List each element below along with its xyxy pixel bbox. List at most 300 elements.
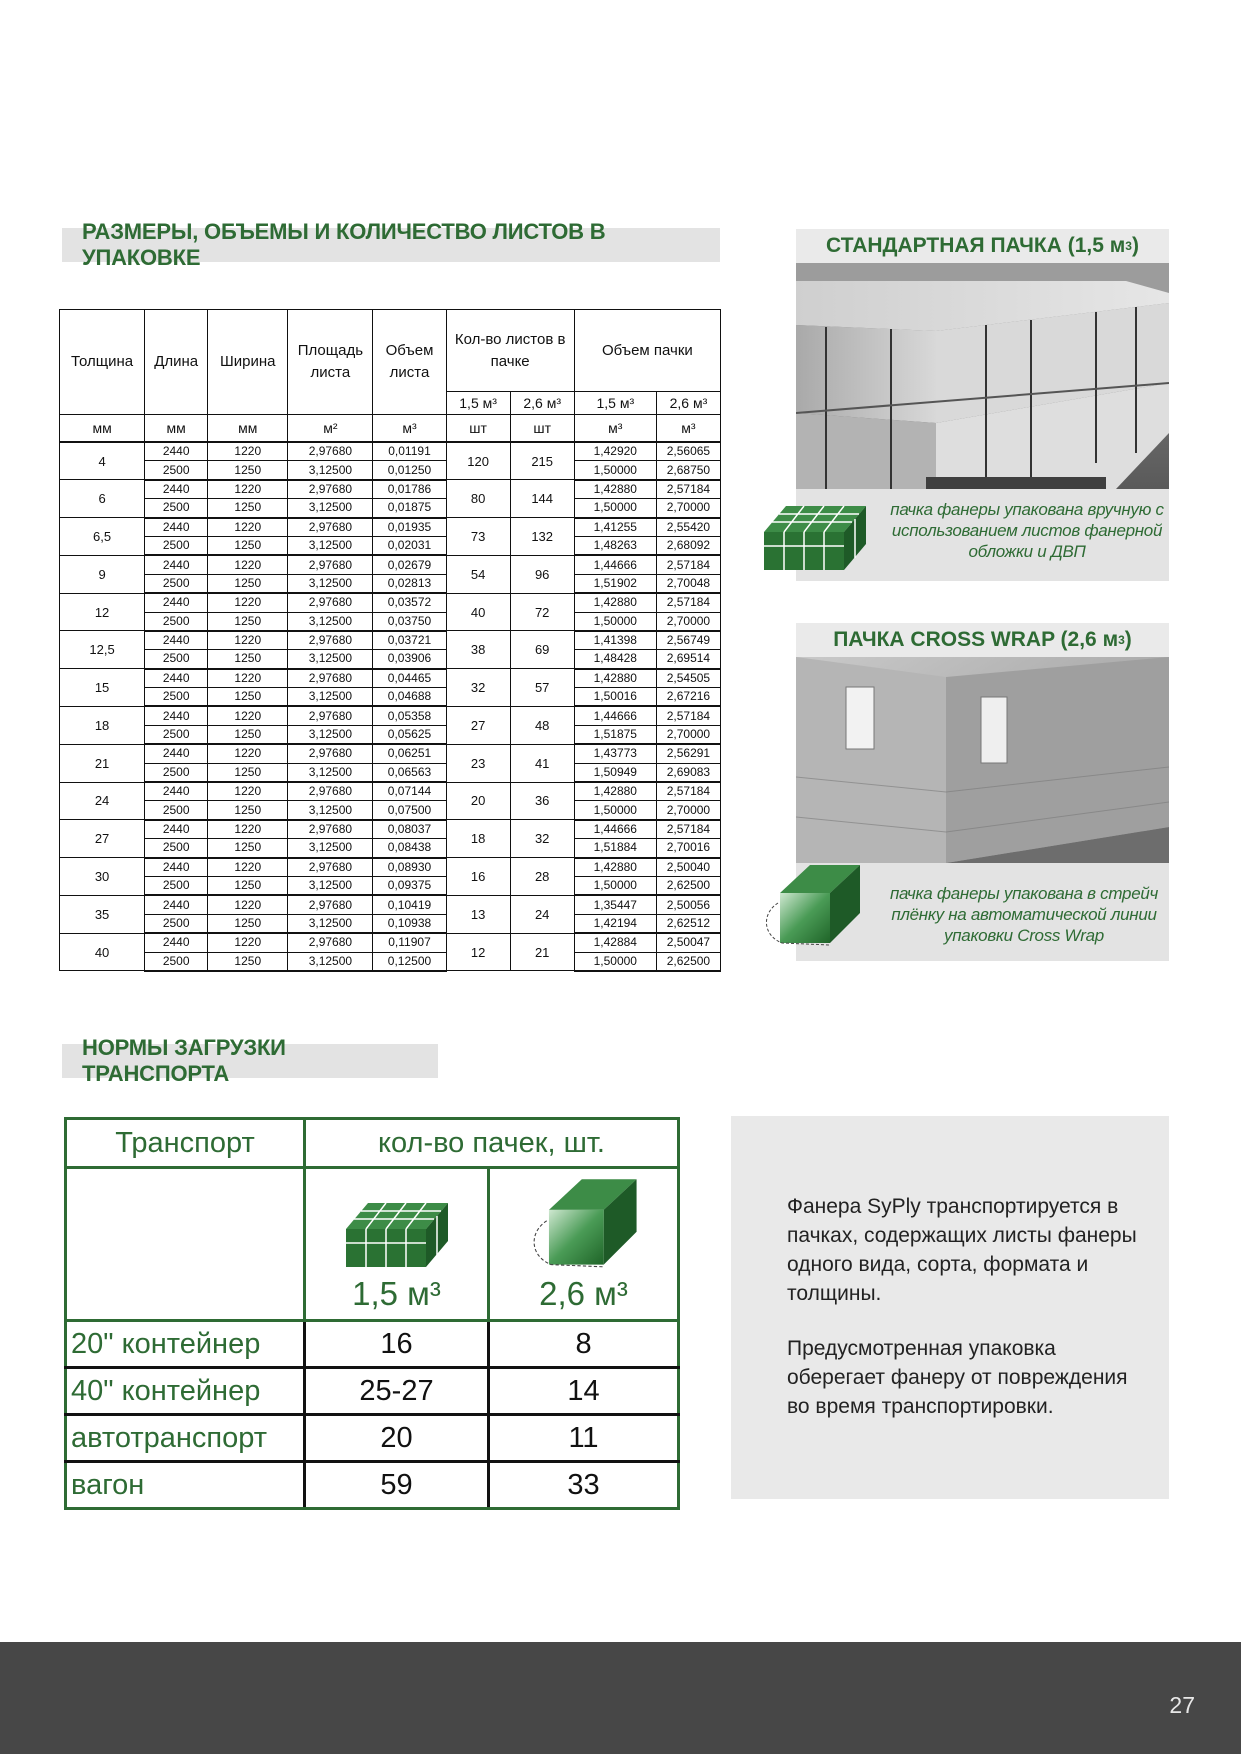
length-cell: 2500 [145,574,208,593]
transport-value-1-5: 25-27 [305,1368,489,1415]
count-2-6-cell: 24 [510,895,574,933]
standard-pack-title [796,229,1169,263]
length-cell: 2500 [145,952,208,971]
transport-row [66,1368,679,1415]
count-1-5-cell: 12 [446,933,510,971]
pack-volume-2-6-cell: 2,56065 [656,442,720,461]
volume-cell: 0,02813 [373,574,446,593]
transport-value-2-6: 33 [489,1462,679,1509]
sizes-table-row [60,461,721,480]
area-cell: 3,12500 [288,688,373,707]
pack-volume-1-5-cell: 1,51875 [574,725,656,744]
transport-table [64,1117,680,1510]
length-cell: 2440 [145,631,208,650]
pack-volume-1-5-cell: 1,50016 [574,688,656,707]
pack-1-5-header [305,1168,489,1321]
thickness-cell: 6,5 [60,518,145,556]
length-cell: 2440 [145,820,208,839]
area-cell: 2,97680 [288,744,373,763]
standard-pack-title-sup: 3 [1125,239,1132,253]
length-cell: 2440 [145,518,208,537]
length-cell: 2440 [145,480,208,499]
length-cell: 2500 [145,461,208,480]
width-cell: 1250 [208,914,288,933]
sizes-table-row [60,706,721,725]
count-1-5-cell: 120 [446,442,510,480]
pack-volume-1-5-cell: 1,44666 [574,706,656,725]
area-cell: 2,97680 [288,933,373,952]
pack-volume-1-5-cell: 1,42880 [574,593,656,612]
pack-volume-1-5-cell: 1,44666 [574,820,656,839]
sizes-table-row [60,952,721,971]
sizes-table-row [60,782,721,801]
volume-cell: 0,02031 [373,536,446,555]
pack-volume-2-6-cell: 2,55420 [656,518,720,537]
sizes-table-row [60,725,721,744]
area-cell: 3,12500 [288,952,373,971]
width-cell: 1250 [208,612,288,631]
transport-value-1-5: 59 [305,1462,489,1509]
pack-volume-1-5-cell: 1,43773 [574,744,656,763]
pack-volume-1-5-cell: 1,42880 [574,669,656,688]
transport-value-2-6: 14 [489,1368,679,1415]
pack-volume-2-6-cell: 2,57184 [656,820,720,839]
sizes-table-row [60,895,721,914]
thickness-cell: 30 [60,858,145,896]
sizes-section-title: РАЗМЕРЫ, ОБЪЕМЫ И КОЛИЧЕСТВО ЛИСТОВ В УПАКОВКЕ [62,228,720,262]
count-2-6-cell: 215 [510,442,574,480]
length-cell: 2500 [145,650,208,669]
unit-volume: м³ [373,415,446,443]
unit-count-b: шт [510,415,574,443]
transport-empty-cell [66,1168,305,1321]
volume-cell: 0,01935 [373,518,446,537]
volume-cell: 0,05625 [373,725,446,744]
width-cell: 1250 [208,876,288,895]
count-1-5-cell: 80 [446,480,510,518]
pack-volume-1-5-cell: 1,50000 [574,876,656,895]
length-cell: 2440 [145,669,208,688]
pack-volume-1-5-cell: 1,42884 [574,933,656,952]
width-cell: 1220 [208,895,288,914]
width-cell: 1250 [208,499,288,518]
area-cell: 2,97680 [288,442,373,461]
area-cell: 3,12500 [288,763,373,782]
pack-volume-2-6-cell: 2,70000 [656,801,720,820]
volume-cell: 0,08438 [373,839,446,858]
sizes-table [59,309,721,972]
sizes-table-row [60,499,721,518]
standard-pack-photo [796,263,1169,489]
thickness-cell: 40 [60,933,145,971]
count-1-5-cell: 13 [446,895,510,933]
count-1-5-cell: 23 [446,744,510,782]
length-cell: 2440 [145,706,208,725]
pack-volume-2-6-cell: 2,70000 [656,612,720,631]
cross-wrap-icon [760,863,864,947]
transport-value-2-6: 11 [489,1415,679,1462]
unit-area: м² [288,415,373,443]
sizes-table-row [60,820,721,839]
sizes-table-row [60,933,721,952]
pack-volume-2-6-cell: 2,67216 [656,688,720,707]
header-pack-2-6: 2,6 м³ [510,392,574,415]
width-cell: 1220 [208,518,288,537]
cross-wrap-panel [796,623,1169,961]
transport-section-title: НОРМЫ ЗАГРУЗКИ ТРАНСПОРТА [62,1044,438,1078]
sizes-table-row [60,612,721,631]
width-cell: 1220 [208,933,288,952]
volume-cell: 0,10938 [373,914,446,933]
pack-volume-1-5-cell: 1,50000 [574,801,656,820]
sizes-table-row [60,801,721,820]
width-cell: 1250 [208,801,288,820]
area-cell: 2,97680 [288,669,373,688]
sizes-table-row [60,763,721,782]
width-cell: 1220 [208,744,288,763]
count-2-6-cell: 132 [510,518,574,556]
volume-cell: 0,07144 [373,782,446,801]
width-cell: 1250 [208,461,288,480]
sizes-table-row [60,744,721,763]
volume-cell: 0,03572 [373,593,446,612]
pack-volume-2-6-cell: 2,68750 [656,461,720,480]
volume-cell: 0,07500 [373,801,446,820]
thickness-cell: 12,5 [60,631,145,669]
count-2-6-cell: 28 [510,858,574,896]
count-1-5-cell: 27 [446,706,510,744]
sizes-table-row [60,442,721,461]
pack-volume-1-5-cell: 1,42194 [574,914,656,933]
area-cell: 2,97680 [288,858,373,877]
pack-volume-2-6-cell: 2,70016 [656,839,720,858]
page-footer [0,1642,1241,1754]
length-cell: 2440 [145,593,208,612]
standard-pack-title-close: ) [1131,234,1139,257]
width-cell: 1220 [208,593,288,612]
width-cell: 1250 [208,952,288,971]
volume-cell: 0,09375 [373,876,446,895]
count-2-6-cell: 57 [510,669,574,707]
thickness-cell: 35 [60,895,145,933]
length-cell: 2500 [145,876,208,895]
pack-volume-1-5-cell: 1,50000 [574,461,656,480]
header-sheet-volume: Объем листа [373,310,446,415]
pack-1-5-label: 1,5 м³ [352,1275,441,1312]
volume-cell: 0,05358 [373,706,446,725]
cross-wrap-title-sup: 3 [1118,633,1125,647]
sizes-table-row [60,839,721,858]
volume-cell: 0,02679 [373,555,446,574]
width-cell: 1220 [208,820,288,839]
count-2-6-cell: 41 [510,744,574,782]
count-1-5-cell: 32 [446,669,510,707]
info-paragraph-1: Фанера SyPly транспортируется в пачках, содержащих листы фанеры одного вида, сорта, формата и толщины. [787,1195,1137,1305]
cross-wrap-title [796,623,1169,657]
standard-pack-icon [345,1201,449,1269]
pack-count-col-header: кол-во пачек, шт. [305,1119,679,1168]
transport-value-2-6: 8 [489,1321,679,1368]
volume-cell: 0,01191 [373,442,446,461]
width-cell: 1220 [208,480,288,499]
length-cell: 2500 [145,914,208,933]
pack-volume-1-5-cell: 1,35447 [574,895,656,914]
area-cell: 2,97680 [288,555,373,574]
thickness-cell: 6 [60,480,145,518]
header-pack-1-5: 1,5 м³ [446,392,510,415]
count-1-5-cell: 18 [446,820,510,858]
unit-count-a: шт [446,415,510,443]
pack-volume-1-5-cell: 1,41255 [574,518,656,537]
volume-cell: 0,10419 [373,895,446,914]
width-cell: 1220 [208,706,288,725]
standard-pack-panel [796,229,1169,581]
width-cell: 1220 [208,782,288,801]
info-paragraph-2: Предусмотренная упаковка оберегает фанеру от повреждения во время транспортировки. [787,1337,1128,1418]
count-1-5-cell: 54 [446,555,510,593]
area-cell: 3,12500 [288,914,373,933]
width-cell: 1250 [208,536,288,555]
volume-cell: 0,12500 [373,952,446,971]
pack-volume-2-6-cell: 2,69514 [656,650,720,669]
length-cell: 2440 [145,933,208,952]
sizes-table-row [60,574,721,593]
thickness-cell: 24 [60,782,145,820]
pack-volume-2-6-cell: 2,69083 [656,763,720,782]
header-vol-2-6: 2,6 м³ [656,392,720,415]
pack-volume-1-5-cell: 1,42880 [574,480,656,499]
area-cell: 3,12500 [288,801,373,820]
area-cell: 2,97680 [288,631,373,650]
area-cell: 2,97680 [288,820,373,839]
volume-cell: 0,01786 [373,480,446,499]
length-cell: 2500 [145,536,208,555]
length-cell: 2500 [145,688,208,707]
count-2-6-cell: 72 [510,593,574,631]
volume-cell: 0,08930 [373,858,446,877]
pack-volume-1-5-cell: 1,42880 [574,782,656,801]
width-cell: 1220 [208,669,288,688]
transport-name: вагон [66,1462,305,1509]
sizes-table-row [60,876,721,895]
volume-cell: 0,03721 [373,631,446,650]
header-vol-1-5: 1,5 м³ [574,392,656,415]
sizes-table-row [60,650,721,669]
length-cell: 2440 [145,895,208,914]
count-2-6-cell: 48 [510,706,574,744]
pack-volume-1-5-cell: 1,44666 [574,555,656,574]
area-cell: 3,12500 [288,536,373,555]
pack-volume-1-5-cell: 1,41398 [574,631,656,650]
pack-volume-2-6-cell: 2,50047 [656,933,720,952]
pack-volume-2-6-cell: 2,57184 [656,480,720,499]
count-1-5-cell: 73 [446,518,510,556]
header-width: Ширина [208,310,288,415]
pack-volume-1-5-cell: 1,50000 [574,612,656,631]
pack-volume-2-6-cell: 2,50056 [656,895,720,914]
sizes-table-row [60,631,721,650]
pack-volume-2-6-cell: 2,62512 [656,914,720,933]
header-thickness: Толщина [60,310,145,415]
width-cell: 1250 [208,574,288,593]
area-cell: 3,12500 [288,461,373,480]
unit-thickness: мм [60,415,145,443]
pack-volume-1-5-cell: 1,50000 [574,499,656,518]
sizes-table-row [60,858,721,877]
length-cell: 2500 [145,725,208,744]
sizes-table-row [60,593,721,612]
standard-pack-title-text: СТАНДАРТНАЯ ПАЧКА (1,5 м [826,234,1126,257]
width-cell: 1250 [208,688,288,707]
transport-value-1-5: 20 [305,1415,489,1462]
count-1-5-cell: 16 [446,858,510,896]
length-cell: 2500 [145,763,208,782]
pack-volume-1-5-cell: 1,50000 [574,952,656,971]
transport-col-header: Транспорт [66,1119,305,1168]
standard-pack-icon [764,504,866,572]
pack-volume-2-6-cell: 2,56749 [656,631,720,650]
area-cell: 3,12500 [288,650,373,669]
pack-volume-1-5-cell: 1,51884 [574,839,656,858]
count-2-6-cell: 36 [510,782,574,820]
header-length: Длина [145,310,208,415]
pack-volume-1-5-cell: 1,48263 [574,536,656,555]
length-cell: 2500 [145,839,208,858]
width-cell: 1250 [208,839,288,858]
area-cell: 2,97680 [288,706,373,725]
width-cell: 1250 [208,763,288,782]
length-cell: 2440 [145,782,208,801]
volume-cell: 0,06251 [373,744,446,763]
unit-length: мм [145,415,208,443]
sizes-table-row [60,536,721,555]
width-cell: 1220 [208,631,288,650]
pack-2-6-header [489,1168,679,1321]
sizes-table-row [60,480,721,499]
length-cell: 2500 [145,499,208,518]
pack-volume-1-5-cell: 1,48428 [574,650,656,669]
area-cell: 2,97680 [288,782,373,801]
pack-volume-2-6-cell: 2,57184 [656,555,720,574]
pack-volume-1-5-cell: 1,51902 [574,574,656,593]
count-2-6-cell: 69 [510,631,574,669]
count-1-5-cell: 38 [446,631,510,669]
width-cell: 1220 [208,858,288,877]
thickness-cell: 27 [60,820,145,858]
thickness-cell: 4 [60,442,145,480]
count-2-6-cell: 21 [510,933,574,971]
length-cell: 2440 [145,555,208,574]
count-2-6-cell: 32 [510,820,574,858]
unit-pack-b: м³ [656,415,720,443]
standard-pack-caption: пачка фанеры упакована вручную с использованием листов фанерной обложки и ДВП [890,500,1164,561]
width-cell: 1220 [208,442,288,461]
length-cell: 2440 [145,442,208,461]
sizes-table-row [60,555,721,574]
cross-wrap-title-close: ) [1124,628,1132,651]
count-2-6-cell: 96 [510,555,574,593]
volume-cell: 0,11907 [373,933,446,952]
width-cell: 1250 [208,650,288,669]
sizes-table-row [60,518,721,537]
volume-cell: 0,06563 [373,763,446,782]
volume-cell: 0,01875 [373,499,446,518]
count-2-6-cell: 144 [510,480,574,518]
header-pack-volume: Объем пачки [574,310,720,392]
pack-volume-2-6-cell: 2,56291 [656,744,720,763]
volume-cell: 0,04465 [373,669,446,688]
header-sheets-per-pack: Кол-во листов в пачке [446,310,574,392]
area-cell: 2,97680 [288,518,373,537]
page-number: 27 [1169,1692,1195,1718]
thickness-cell: 21 [60,744,145,782]
transport-value-1-5: 16 [305,1321,489,1368]
cross-wrap-photo [796,657,1169,863]
thickness-cell: 9 [60,555,145,593]
header-sheet-area: Площадь листа [288,310,373,415]
pack-volume-2-6-cell: 2,70048 [656,574,720,593]
area-cell: 3,12500 [288,499,373,518]
pack-volume-2-6-cell: 2,57184 [656,782,720,801]
sizes-table-row [60,914,721,933]
length-cell: 2440 [145,744,208,763]
area-cell: 3,12500 [288,574,373,593]
volume-cell: 0,08037 [373,820,446,839]
pack-volume-1-5-cell: 1,50949 [574,763,656,782]
sizes-table-row [60,669,721,688]
unit-pack-a: м³ [574,415,656,443]
info-box [731,1116,1169,1499]
volume-cell: 0,04688 [373,688,446,707]
area-cell: 3,12500 [288,612,373,631]
thickness-cell: 12 [60,593,145,631]
count-1-5-cell: 40 [446,593,510,631]
cross-wrap-caption: пачка фанеры упакована в стрейч плёнку на автоматической линии упаковки Cross Wrap [889,884,1159,945]
pack-volume-2-6-cell: 2,68092 [656,536,720,555]
transport-row [66,1415,679,1462]
width-cell: 1220 [208,555,288,574]
cross-wrap-icon [527,1177,641,1269]
count-1-5-cell: 20 [446,782,510,820]
pack-volume-2-6-cell: 2,62500 [656,952,720,971]
pack-volume-2-6-cell: 2,57184 [656,706,720,725]
area-cell: 3,12500 [288,839,373,858]
transport-name: 20" контейнер [66,1321,305,1368]
transport-name: 40" контейнер [66,1368,305,1415]
transport-row [66,1321,679,1368]
volume-cell: 0,03906 [373,650,446,669]
transport-name: автотранспорт [66,1415,305,1462]
sizes-table-row [60,688,721,707]
area-cell: 3,12500 [288,725,373,744]
pack-volume-2-6-cell: 2,70000 [656,725,720,744]
pack-volume-2-6-cell: 2,54505 [656,669,720,688]
transport-row [66,1462,679,1509]
volume-cell: 0,01250 [373,461,446,480]
length-cell: 2500 [145,801,208,820]
width-cell: 1250 [208,725,288,744]
thickness-cell: 18 [60,706,145,744]
unit-width: мм [208,415,288,443]
pack-volume-2-6-cell: 2,62500 [656,876,720,895]
pack-volume-2-6-cell: 2,70000 [656,499,720,518]
area-cell: 2,97680 [288,480,373,499]
area-cell: 2,97680 [288,593,373,612]
pack-volume-1-5-cell: 1,42920 [574,442,656,461]
sizes-table-body [60,442,721,971]
pack-2-6-label: 2,6 м³ [539,1275,628,1312]
volume-cell: 0,03750 [373,612,446,631]
